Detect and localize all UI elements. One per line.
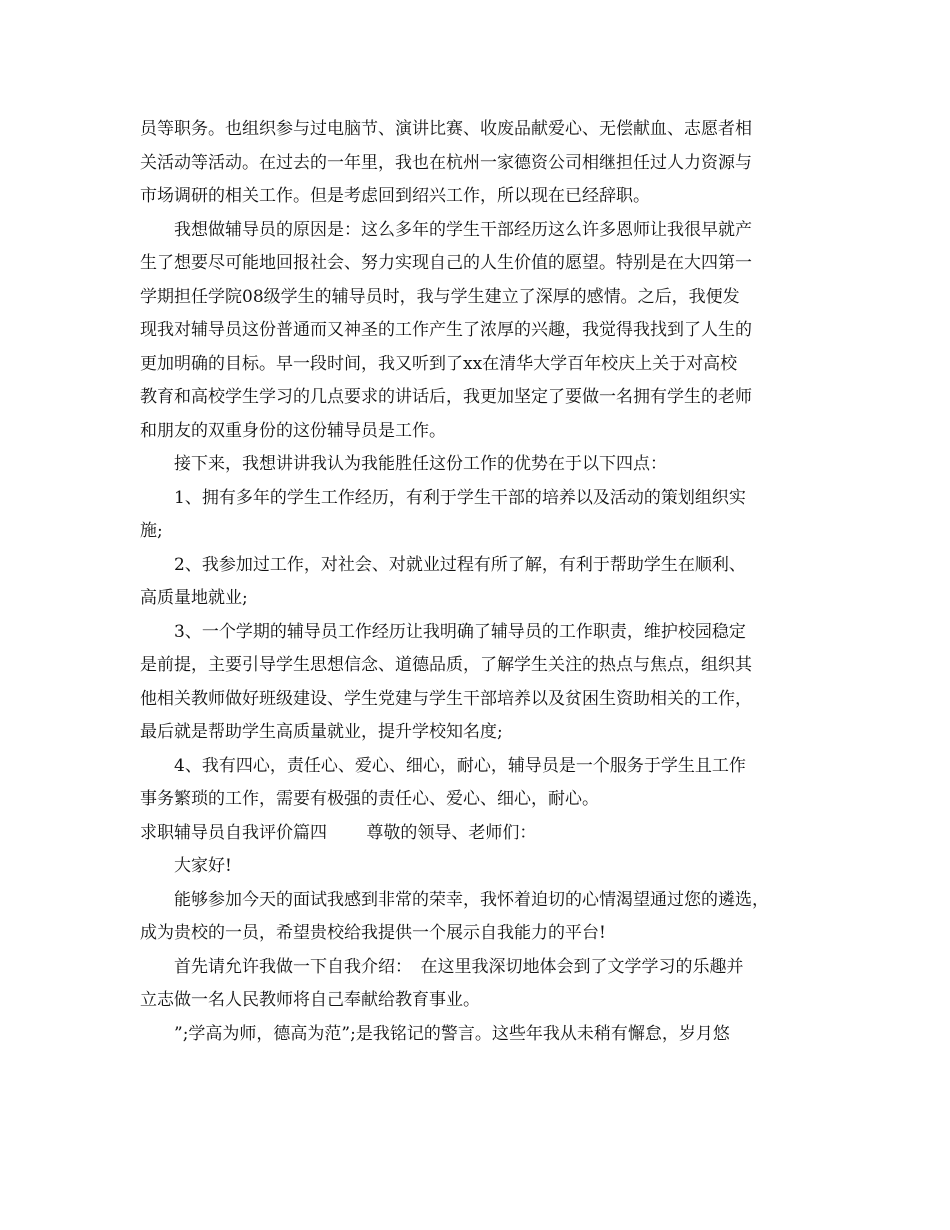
- text-line: 立志做一名人民教师将自己奉献给教育事业。: [140, 990, 480, 1010]
- paragraph-start: 首先请允许我做一下自我介绍： 在这里我深切地体会到了文学学习的乐趣并: [174, 956, 744, 977]
- text-line: 市场调研的相关工作。但是考虑回到绍兴工作，所以现在已经辞职。: [140, 186, 650, 206]
- text-line: 生了想要尽可能地回报社会、努力实现自己的人生价值的愿望。特别是在大四第一: [140, 253, 752, 273]
- paragraph-start: 我想做辅导员的原因是：这么多年的学生干部经历这么许多恩师让我很早就产: [174, 219, 752, 240]
- text-line: 更加明确的目标。早一段时间，我又听到了xx在清华大学百年校庆上关于对高校: [140, 353, 738, 374]
- text-line: 高质量地就业;: [140, 588, 248, 608]
- list-item-2: 2、我参加过工作，对社会、对就业过程有所了解，有利于帮助学生在顺利、: [174, 554, 746, 575]
- paragraph-start: 接下来，我想讲讲我认为我能胜任这份工作的优势在于以下四点：: [174, 454, 667, 474]
- greeting: 大家好!: [174, 856, 232, 876]
- paragraph-start: 能够参加今天的面试我感到非常的荣幸，我怀着迫切的心情渴望通过您的遴选，: [174, 889, 769, 910]
- text-line: 学期担任学院08级学生的辅导员时，我与学生建立了深厚的感情。之后，我便发: [140, 286, 740, 307]
- section-heading: 求职辅导员自我评价篇四 尊敬的领导、老师们：: [140, 822, 537, 843]
- list-item-4: 4、我有四心，责任心、爱心、细心，耐心，辅导员是一个服务于学生且工作: [174, 755, 746, 776]
- text-line: 成为贵校的一员，希望贵校给我提供一个展示自我能力的平台!: [140, 923, 606, 943]
- paragraph-start: ”;学高为师，德高为范”;是我铭记的警言。这些年我从未稍有懈怠，岁月悠: [174, 1023, 730, 1044]
- list-item-3: 3、一个学期的辅导员工作经历让我明确了辅导员的工作职责，维护校园稳定: [174, 621, 746, 642]
- text-line: 施;: [140, 521, 163, 541]
- list-item-1: 1、拥有多年的学生工作经历，有利于学生干部的培养以及活动的策划组织实: [174, 487, 746, 508]
- text-line: 他相关教师做好班级建设、学生党建与学生干部培养以及贫困生资助相关的工作，: [140, 688, 752, 709]
- text-line: 教育和高校学生学习的几点要求的讲话后，我更加坚定了要做一名拥有学生的老师: [140, 387, 752, 407]
- text-line: 现我对辅导员这份普通而又神圣的工作产生了浓厚的兴趣，我觉得我找到了人生的: [140, 320, 752, 340]
- text-line: 最后就是帮助学生高质量就业，提升学校知名度;: [140, 722, 503, 742]
- text-line: 关活动等活动。在过去的一年里，我也在杭州一家德资公司相继担任过人力资源与: [140, 152, 752, 173]
- text-line: 和朋友的双重身份的这份辅导员是工作。: [140, 420, 446, 441]
- text-line: 是前提，主要引导学生思想信念、道德品质，了解学生关注的热点与焦点，组织其: [140, 655, 752, 675]
- text-line: 事务繁琐的工作，需要有极强的责任心、爱心、细心，耐心。: [140, 789, 599, 809]
- text-line: 员等职务。也组织参与过电脑节、演讲比赛、收废品献爱心、无偿献血、志愿者相: [140, 119, 752, 139]
